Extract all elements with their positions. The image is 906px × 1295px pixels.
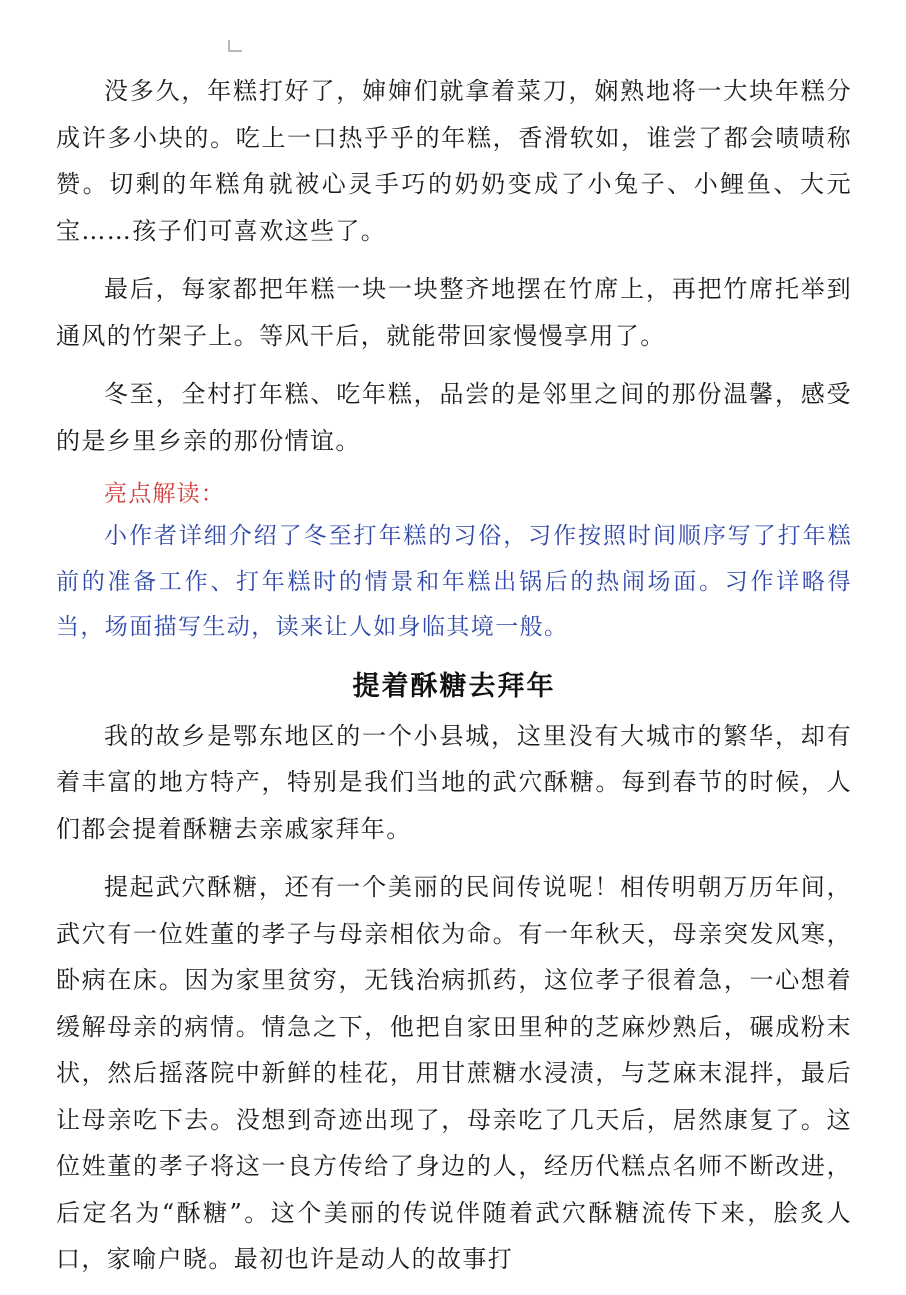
paragraph-winter-solstice: 冬至，全村打年糕、吃年糕，品尝的是邻里之间的那份温馨，感受的是乡里乡亲的那份情谊。 (56, 380, 852, 455)
highlight-heading: 亮点解读： (104, 481, 225, 507)
paragraph-rice-cake-drying: 最后，每家都把年糕一块一块整齐地摆在竹席上，再把竹席托举到通风的竹架子上。等风干后，就能带回家慢慢享用了。 (56, 275, 852, 350)
paragraph-rice-cake-cutting: 没多久，年糕打好了，婶婶们就拿着菜刀，娴熟地将一大块年糕分成许多小块的。吃上一口热乎乎的年糕，香滑软如，谁尝了都会啧啧称赞。切剩的年糕角就被心灵手巧的奶奶变成了小兔子、小鲤鱼、大元宝……孩子们可喜欢这些了。 (56, 77, 852, 245)
article-paragraph-hometown: 我的故乡是鄂东地区的一个小县城，这里没有大城市的繁华，却有着丰富的地方特产，特别是我们当地的武穴酥糖。每到春节的时候，人们都会提着酥糖去亲戚家拜年。 (56, 721, 852, 843)
highlight-commentary: 小作者详细介绍了冬至打年糕的习俗，习作按照时间顺序写了打年糕前的准备工作、打年糕时的情景和年糕出锅后的热闹场面。习作详略得当，场面描写生动，读来让人如身临其境一般。 (56, 523, 852, 640)
article-title: 提着酥糖去拜年 (352, 670, 556, 702)
article-paragraph-legend: 提起武穴酥糖，还有一个美丽的民间传说呢！相传明朝万历年间，武穴有一位姓董的孝子与母亲相依为命。有一年秋天，母亲突发风寒，卧病在床。因为家里贫穷，无钱治病抓药，这位孝子很着急，一心想着缓解母亲的病情。情急之下，他把自家田里种的芝麻炒熟后，碾成粉末状，然后摇落院中新鲜的桂花，用甘蔗糖水浸渍，与芝麻末混拌，最后让母亲吃下去。没想到奇迹出现了，母亲吃了几天后，居然康复了。这位姓董的孝子将这一良方传给了身边的人，经历代糕点名师不断改进，后定名为“酥糖”。这个美丽的传说伴随着武穴酥糖流传下来，脍炙人口，家喻户晓。最初也许是动人的故事打 (56, 873, 852, 1273)
scan-corner-mark (228, 40, 242, 52)
page-content (56, 68, 852, 1295)
